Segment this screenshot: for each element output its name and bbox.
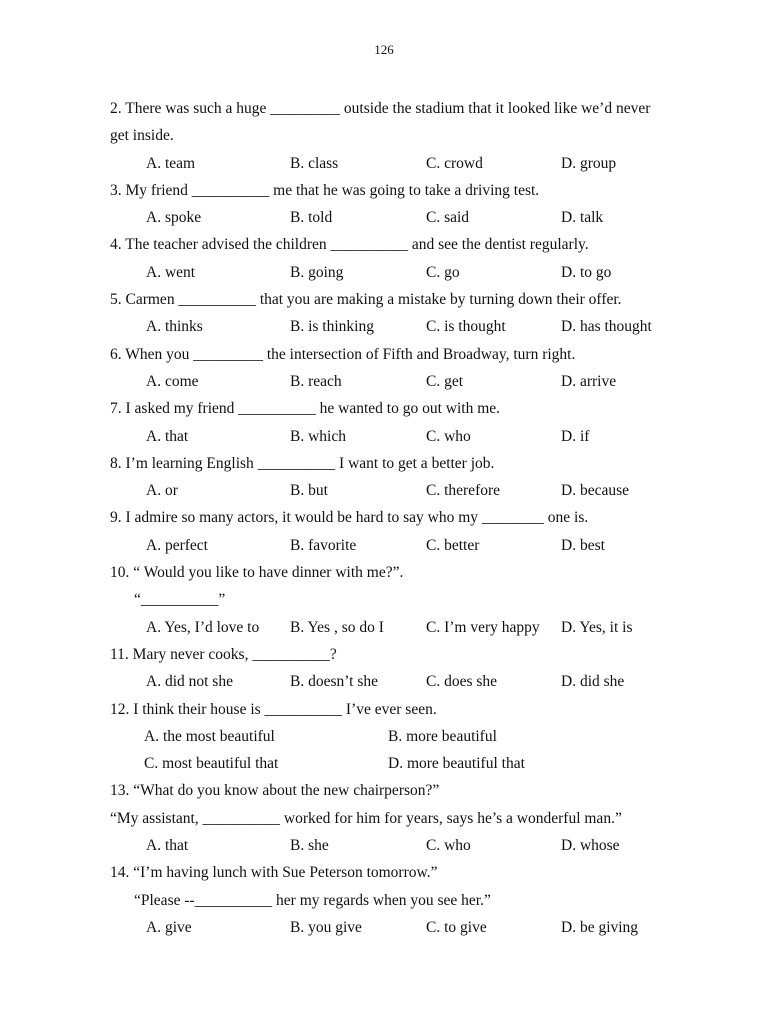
question-5-options <box>110 313 710 340</box>
question-12-stem: 12. I think their house is __________ I’ve ever seen. <box>110 700 437 718</box>
option-c: C. said <box>426 209 470 227</box>
option-b: B. which <box>290 427 346 445</box>
option-d: D. did she <box>561 673 625 691</box>
option-b: B. you give <box>290 918 362 936</box>
option-d: D. Yes, it is <box>561 618 633 636</box>
option-a: A. give <box>146 918 192 936</box>
option-a: A. perfect <box>146 536 208 554</box>
question-3-stem: 3. My friend __________ me that he was going to take a driving test. <box>110 181 540 199</box>
option-c: C. get <box>426 372 464 390</box>
option-d: D. if <box>561 427 590 445</box>
option-b: B. doesn’t she <box>290 673 378 691</box>
option-c: C. better <box>426 536 480 554</box>
option-c: C. most beautiful that <box>144 755 279 773</box>
question-11-options <box>110 668 710 695</box>
question-9-stem: 9. I admire so many actors, it would be hard to say who my ________ one is. <box>110 509 589 527</box>
option-b: B. going <box>290 263 344 281</box>
option-d: D. best <box>561 536 605 554</box>
question-14-stem: 14. “I’m having lunch with Sue Peterson tomorrow.” <box>110 864 438 882</box>
option-c: C. crowd <box>426 154 483 172</box>
option-a: A. come <box>146 372 199 390</box>
question-2-stem-cont: get inside. <box>110 127 174 145</box>
question-7-options <box>110 423 710 450</box>
option-c: C. I’m very happy <box>426 618 540 636</box>
option-a: A. that <box>146 837 189 855</box>
question-2-options <box>110 150 710 177</box>
question-9-options <box>110 532 710 559</box>
option-a: A. went <box>146 263 196 281</box>
option-d: D. talk <box>561 209 604 227</box>
option-d: D. whose <box>561 837 620 855</box>
question-12-options-row2 <box>110 750 710 777</box>
option-b: B. she <box>290 837 329 855</box>
option-c: C. who <box>426 427 471 445</box>
question-3-options <box>110 204 710 231</box>
question-10-response: “__________” <box>134 591 226 609</box>
question-6-options <box>110 368 710 395</box>
option-d: D. be giving <box>561 918 639 936</box>
option-d: D. arrive <box>561 372 617 390</box>
option-a: A. spoke <box>146 209 202 227</box>
option-b: B. but <box>290 482 328 500</box>
question-13-options <box>110 832 710 859</box>
option-c: C. go <box>426 263 460 281</box>
option-b: B. class <box>290 154 339 172</box>
question-8-stem: 8. I’m learning English __________ I want to get a better job. <box>110 454 495 472</box>
option-c: C. to give <box>426 918 487 936</box>
option-d: D. to go <box>561 263 612 281</box>
question-8-options <box>110 477 710 504</box>
question-10-options <box>110 614 710 641</box>
option-b: B. favorite <box>290 536 357 554</box>
question-list <box>110 95 710 941</box>
question-6-stem: 6. When you _________ the intersection of Fifth and Broadway, turn right. <box>110 345 576 363</box>
option-a: A. the most beautiful <box>144 727 275 745</box>
option-d: D. because <box>561 482 629 500</box>
option-d: D. has thought <box>561 318 652 336</box>
option-c: C. therefore <box>426 482 501 500</box>
page-number: 126 <box>374 42 394 57</box>
option-d: D. group <box>561 154 617 172</box>
question-13-response: “My assistant, __________ worked for him for years, says he’s a wonderful man.” <box>110 809 622 827</box>
option-a: A. team <box>146 154 196 172</box>
option-a: A. or <box>146 482 178 500</box>
option-b: B. more beautiful <box>388 727 497 745</box>
question-11-stem: 11. Mary never cooks, __________? <box>110 645 337 663</box>
question-2-stem: 2. There was such a huge _________ outside the stadium that it looked like we’d never <box>110 100 651 117</box>
question-13-stem: 13. “What do you know about the new chairperson?” <box>110 782 440 800</box>
option-b: B. Yes , so do I <box>290 618 384 636</box>
question-4-stem: 4. The teacher advised the children __________ and see the dentist regularly. <box>110 236 589 254</box>
question-5-stem: 5. Carmen __________ that you are making a mistake by turning down their offer. <box>110 291 622 309</box>
question-7-stem: 7. I asked my friend __________ he wanted to go out with me. <box>110 400 501 418</box>
option-b: B. reach <box>290 372 342 390</box>
option-c: C. is thought <box>426 318 506 336</box>
question-10-stem: 10. “ Would you like to have dinner with me?”. <box>110 564 404 582</box>
option-d: D. more beautiful that <box>388 755 525 773</box>
option-a: A. Yes, I’d love to <box>146 618 260 636</box>
option-a: A. thinks <box>146 318 203 336</box>
option-b: B. told <box>290 209 333 227</box>
option-c: C. does she <box>426 673 498 691</box>
question-14-options <box>110 914 710 941</box>
option-c: C. who <box>426 837 471 855</box>
option-a: A. did not she <box>146 673 233 691</box>
option-a: A. that <box>146 427 189 445</box>
question-14-response: “Please --__________ her my regards when you see her.” <box>134 891 491 909</box>
option-b: B. is thinking <box>290 318 374 336</box>
question-12-options-row1 <box>110 723 710 750</box>
question-4-options <box>110 259 710 286</box>
